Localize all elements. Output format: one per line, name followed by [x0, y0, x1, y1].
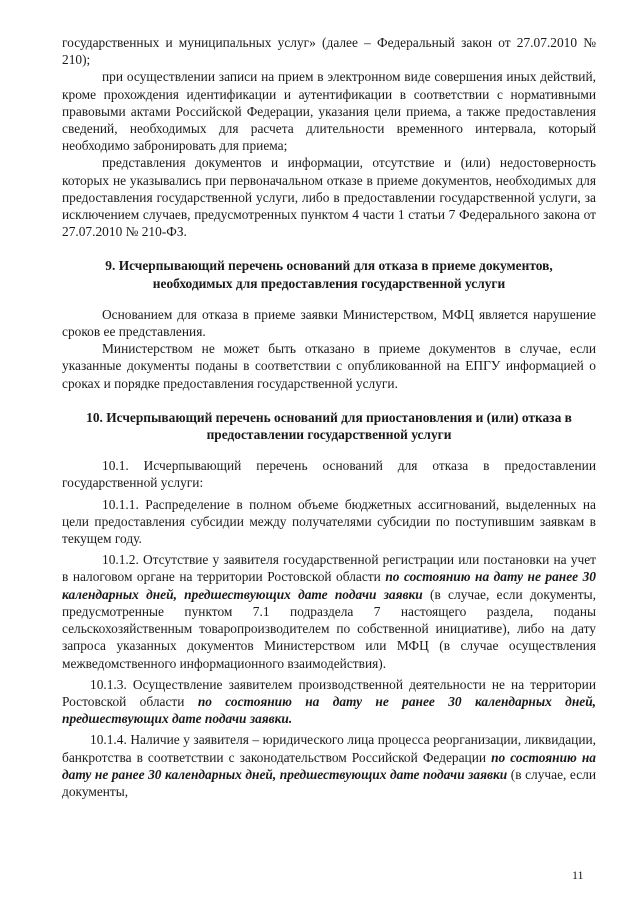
- page-number: 11: [572, 868, 584, 882]
- clause-10-1-3: [62, 676, 596, 728]
- clause-10-1-4: [62, 731, 596, 800]
- clause-10-1-4-text-a: 10.1.4. Наличие у заявителя – юридического лица процесса реорганизации, ликвидации, банкротства в соответствии с законодательством Российской Федерации: [62, 732, 596, 765]
- clause-10-1-3-emphasis: по состоянию на дату не ранее 30 календарных дней, предшествующих дате подачи заявки.: [62, 693, 596, 727]
- section-9-paragraph-2: Министерством не может быть отказано в приеме документов в случае, если указанные документы поданы в соответствии с опубликованной на ЕПГУ информацией о сроках и порядке предоставления государственной услуги.: [62, 341, 596, 391]
- clause-10-1-2-emphasis: по состоянию на дату не ранее 30 календарных дней, предшествующих дате подачи заявки: [62, 569, 597, 602]
- intro-paragraph-3: представления документов и информации, отсутствие и (или) недостоверность которых не указывались при первоначальном отказе в приеме документов, необходимых для предоставления государственной услуги, либо в предоставлении государственной услуги, за исключением случаев, предусмотренных пунктом 4 части 1 статьи 7 Федерального закона от 27.07.2010 № 210-ФЗ.: [62, 155, 596, 240]
- document-page: [62, 34, 596, 800]
- intro-paragraph-1: государственных и муниципальных услуг» (далее – Федеральный закон от 27.07.2010 № 210);: [62, 35, 596, 68]
- clause-10-1-2: [62, 551, 596, 671]
- clause-10-1-3-text-a: 10.1.3. Осуществление заявителем производственной деятельности не на территории Ростовской области: [62, 676, 596, 709]
- section-9-heading: 9. Исчерпывающий перечень оснований для отказа в приеме документов, необходимых для предоставления государственной услуги: [105, 258, 553, 291]
- clause-10-1-4-text-c: (в случае, если документы,: [62, 766, 596, 799]
- clause-10-1-2-text-a: 10.1.2. Отсутствие у заявителя государственной регистрации или постановки на учет в налоговом органе на территории Ростовской области: [62, 552, 596, 585]
- clause-10-1: 10.1. Исчерпывающий перечень оснований для отказа в предоставлении государственной услуги:: [62, 458, 596, 491]
- section-9-paragraph-1: Основанием для отказа в приеме заявки Министерством, МФЦ является нарушение сроков ее представления.: [62, 306, 596, 340]
- clause-10-1-1: 10.1.1. Распределение в полном объеме бюджетных ассигнований, выделенных на цели предоставления субсидии между получателями субсидии по поступившим заявкам в текущем году.: [62, 496, 596, 547]
- intro-paragraph-2: при осуществлении записи на прием в электронном виде совершения иных действий, кроме прохождения идентификации и аутентификации в соответствии с нормативными правовыми актами Российской Федерации, указания цели приема, а также предоставления сведений, необходимых для расчета длительности временного интервала, который необходимо забронировать для приема;: [62, 69, 596, 154]
- clause-10-1-4-emphasis: по состоянию на дату не ранее 30 календарных дней, предшествующих дате подачи заявки: [62, 749, 596, 782]
- section-10-heading: 10. Исчерпывающий перечень оснований для приостановления и (или) отказа в предоставлении государственной услуги: [86, 409, 572, 443]
- clause-10-1-2-text-c: (в случае, если документы, предусмотренные пунктом 7.1 подраздела 7 настоящего раздела, поданы сельскохозяйственным товаропроизводителем по собственной инициативе), либо на дату запроса указанных документов Министерством или МФЦ (в случае осуществления межведомственного информационного взаимодействия).: [62, 586, 596, 671]
